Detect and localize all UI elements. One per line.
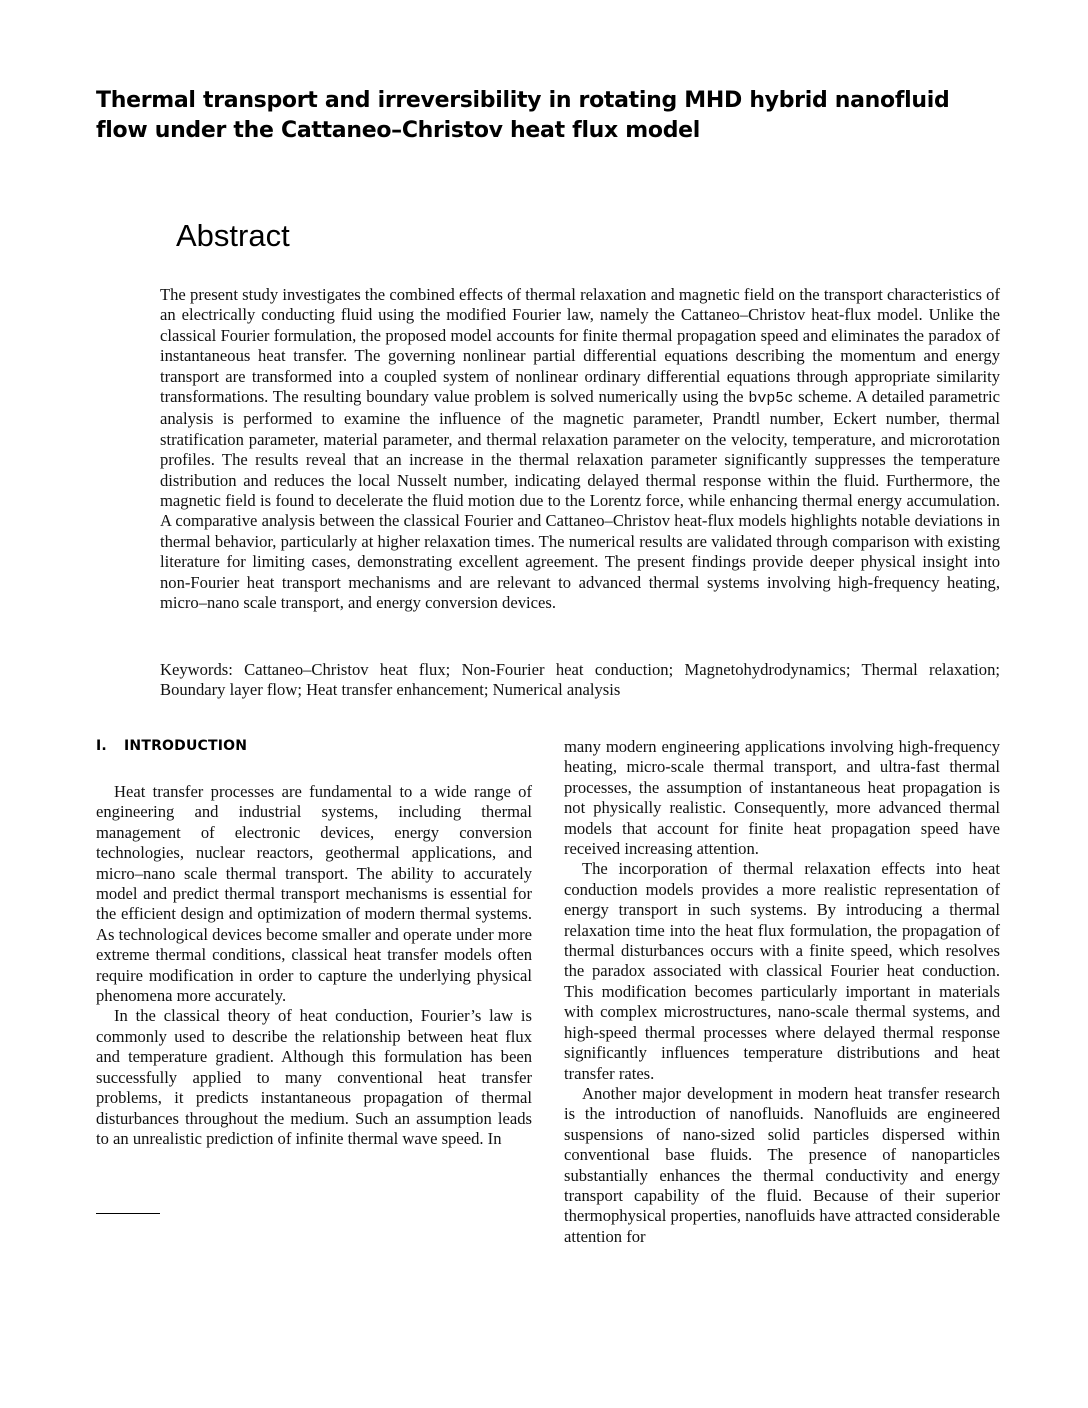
paragraph: The incorporation of thermal relaxation effects into heat conduction models provides a more realistic representation of energy transport in such systems. By introducing a thermal relaxation time into the heat flux formulation, the propagation of thermal disturbances occurs with a finite speed, which resolves the paradox associated with classical Fourier heat conduction. This modification becomes particularly important in materials with complex microstructures, nano-scale thermal systems, and high-speed thermal processes where delayed thermal response significantly influences temperature distributions and heat transfer rates. — [564, 859, 1000, 1083]
paragraph: Heat transfer processes are fundamental to a wide range of engineering and industrial systems, including thermal management of electronic devices, energy conversion technologies, nuclear reactors, geothermal applications, and micro–nano scale thermal transport. The ability to accurately model and predict thermal transport mechanisms is essential for the efficient design and optimization of modern thermal systems. As technological devices become smaller and operate under more extreme thermal conditions, classical heat transfer models often require modification in order to capture the underlying physical phenomena more accurately. — [96, 782, 532, 1006]
section-title: INTRODUCTION — [124, 738, 248, 754]
left-column — [96, 782, 532, 1149]
abstract-heading: Abstract — [176, 218, 290, 253]
abstract-text-part-1: The present study investigates the combined effects of thermal relaxation and magnetic field on the transport characteristics of an electrically conducting fluid using the modified Fourier law, namely the Cattaneo–Christov heat-flux model. Unlike the classical Fourier formulation, the proposed model accounts for finite thermal propagation speed and eliminates the paradox of instantaneous heat transfer. The governing nonlinear partial differential equations describing the momentum and energy transport are transformed into a coupled system of nonlinear ordinary differential equations through appropriate similarity transformations. The resulting boundary value problem is solved numerically using the — [160, 285, 1000, 407]
paragraph: In the classical theory of heat conduction, Fourier’s law is commonly used to describe the relationship between heat flux and temperature gradient. Although this formulation has been successfully applied to many conventional heat transfer problems, it predicts instantaneous propagation of thermal disturbances throughout the medium. Such an assumption leads to an unrealistic prediction of infinite thermal wave speed. In — [96, 1006, 532, 1148]
keywords: Keywords: Cattaneo–Christov heat flux; Non-Fourier heat conduction; Magnetohydrodynamics; Thermal relaxation; Boundary layer flow; Heat transfer enhancement; Numerical analysis — [160, 660, 1000, 700]
right-column — [564, 737, 1000, 1247]
abstract-text-part-2: scheme. A detailed parametric analysis is performed to examine the influence of the magnetic parameter, Prandtl number, Eckert number, thermal stratification parameter, material parameter, and thermal relaxation parameter on the velocity, temperature, and microrotation profiles. The results reveal that an increase in the thermal relaxation parameter significantly suppresses the temperature distribution and reduces the local Nusselt number, indicating delayed thermal response within the fluid. Furthermore, the magnetic field is found to decelerate the fluid motion due to the Lorentz force, while enhancing thermal energy accumulation. A comparative analysis between the classical Fourier and Cattaneo–Christov heat-flux models highlights notable deviations in thermal behavior, particularly at higher relaxation times. The numerical results are validated through comparison with existing literature for limiting cases, demonstrating excellent agreement. The present findings provide deeper physical insight into non-Fourier heat transport mechanisms and are relevant to advanced thermal systems involving high-frequency heating, micro–nano scale transport, and energy conversion devices. — [160, 387, 1000, 613]
paragraph: Another major development in modern heat transfer research is the introduction of nanofluids. Nanofluids are engineered suspensions of nano-sized solid particles dispersed within conventional base fluids. The presence of nanoparticles substantially enhances the thermal conductivity and energy transport capability of the fluid. Because of their superior thermophysical properties, nanofluids have attracted considerable attention for — [564, 1083, 1000, 1246]
abstract-code-term: bvp5c — [748, 390, 794, 408]
paragraph: many modern engineering applications involving high-frequency heating, micro-scale thermal transport, and ultra-fast thermal processes, the assumption of instantaneous heat propagation is not physically realistic. Consequently, more advanced thermal models that account for finite heat propagation speed have received increasing attention. — [564, 737, 1000, 859]
abstract-body — [160, 285, 1000, 614]
footnote-rule — [96, 1213, 160, 1214]
section-number: I. — [96, 738, 107, 754]
paper-title: Thermal transport and irreversibility in rotating MHD hybrid nanofluid flow under the Cattaneo–Christov heat flux model — [96, 88, 950, 143]
section-heading-introduction — [96, 738, 247, 754]
